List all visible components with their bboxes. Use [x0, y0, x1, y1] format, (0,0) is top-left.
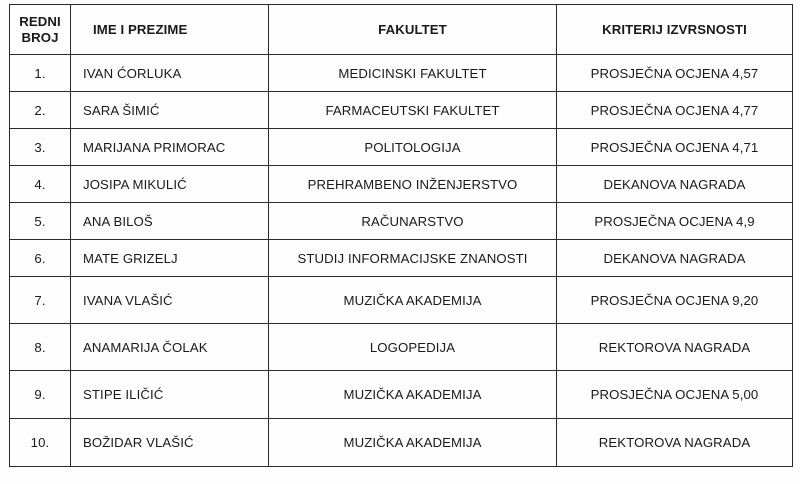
row-number: 9.: [10, 371, 71, 419]
row-number: 7.: [10, 277, 71, 324]
table-row: [10, 203, 793, 240]
header-kriterij: KRITERIJ IZVRSNOSTI: [557, 5, 793, 55]
row-name: ANAMARIJA ČOLAK: [71, 324, 269, 371]
row-name: JOSIPA MIKULIĆ: [71, 166, 269, 203]
table-row: [10, 324, 793, 371]
row-criterion: DEKANOVA NAGRADA: [557, 166, 793, 203]
row-faculty: PREHRAMBENO INŽENJERSTVO: [269, 166, 557, 203]
table-row: [10, 129, 793, 166]
row-name: STIPE ILIČIĆ: [71, 371, 269, 419]
row-number: 3.: [10, 129, 71, 166]
table-row: [10, 166, 793, 203]
row-number: 5.: [10, 203, 71, 240]
table-row: [10, 240, 793, 277]
row-faculty: STUDIJ INFORMACIJSKE ZNANOSTI: [269, 240, 557, 277]
row-name: MARIJANA PRIMORAC: [71, 129, 269, 166]
row-criterion: REKTOROVA NAGRADA: [557, 324, 793, 371]
row-criterion: PROSJEČNA OCJENA 4,77: [557, 92, 793, 129]
table-row: [10, 277, 793, 324]
awards-table: [9, 4, 793, 467]
row-number: 6.: [10, 240, 71, 277]
row-faculty: MUZIČKA AKADEMIJA: [269, 277, 557, 324]
row-faculty: MUZIČKA AKADEMIJA: [269, 419, 557, 467]
row-number: 2.: [10, 92, 71, 129]
row-number: 10.: [10, 419, 71, 467]
row-faculty: POLITOLOGIJA: [269, 129, 557, 166]
row-criterion: PROSJEČNA OCJENA 5,00: [557, 371, 793, 419]
row-criterion: DEKANOVA NAGRADA: [557, 240, 793, 277]
header-redni-broj-label: REDNI BROJ: [19, 13, 61, 45]
row-criterion: PROSJEČNA OCJENA 9,20: [557, 277, 793, 324]
row-faculty: FARMACEUTSKI FAKULTET: [269, 92, 557, 129]
row-criterion: PROSJEČNA OCJENA 4,71: [557, 129, 793, 166]
header-fakultet: FAKULTET: [269, 5, 557, 55]
row-name: BOŽIDAR VLAŠIĆ: [71, 419, 269, 467]
row-faculty: MEDICINSKI FAKULTET: [269, 55, 557, 92]
table-row: [10, 92, 793, 129]
row-name: SARA ŠIMIĆ: [71, 92, 269, 129]
row-faculty: RAČUNARSTVO: [269, 203, 557, 240]
row-name: IVANA VLAŠIĆ: [71, 277, 269, 324]
row-name: MATE GRIZELJ: [71, 240, 269, 277]
row-number: 1.: [10, 55, 71, 92]
table-row: [10, 371, 793, 419]
header-row: [10, 5, 793, 55]
row-criterion: REKTOROVA NAGRADA: [557, 419, 793, 467]
row-criterion: PROSJEČNA OCJENA 4,57: [557, 55, 793, 92]
header-redni-broj: [10, 5, 71, 55]
table-row: [10, 419, 793, 467]
row-faculty: LOGOPEDIJA: [269, 324, 557, 371]
row-number: 4.: [10, 166, 71, 203]
row-name: ANA BILOŠ: [71, 203, 269, 240]
row-name: IVAN ĆORLUKA: [71, 55, 269, 92]
row-faculty: MUZIČKA AKADEMIJA: [269, 371, 557, 419]
row-number: 8.: [10, 324, 71, 371]
header-ime-prezime: IME I PREZIME: [71, 5, 269, 55]
row-criterion: PROSJEČNA OCJENA 4,9: [557, 203, 793, 240]
table-row: [10, 55, 793, 92]
